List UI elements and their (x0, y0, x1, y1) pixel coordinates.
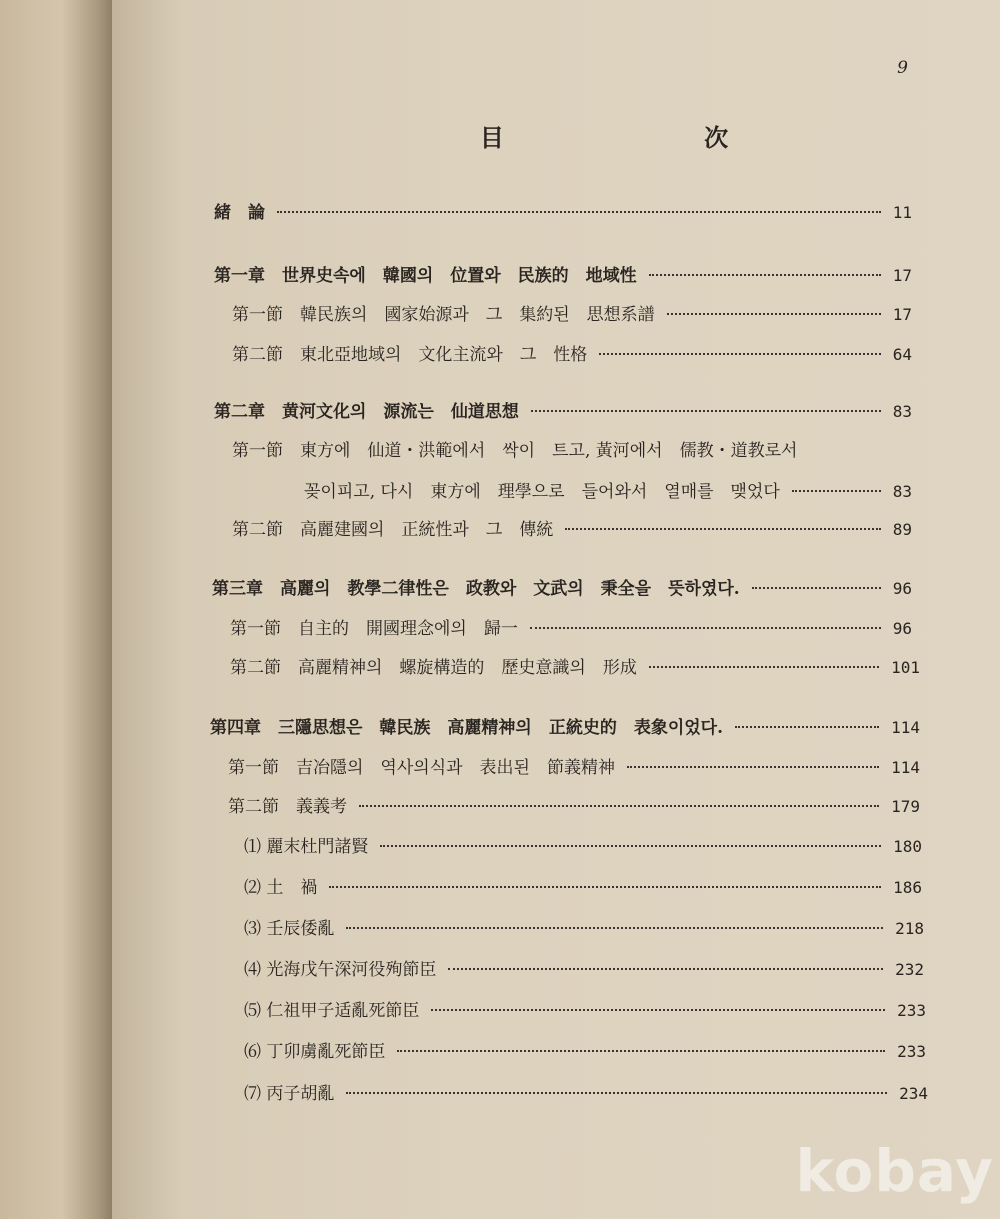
toc-entry: ⑹ 丁卯虜亂死節臣 233 (244, 1042, 926, 1062)
toc-entry: 第一節 東方에 仙道・洪範에서 싹이 트고, 黃河에서 儒教・道教로서 (232, 441, 798, 461)
toc-entry: ⑵ 土 禍 186 (244, 878, 922, 898)
toc-entry: ⑸ 仁祖甲子适亂死節臣 233 (244, 1001, 926, 1021)
toc-entry: 꽂이피고, 다시 東方에 理學으로 들어와서 열매를 맺었다 83 (304, 482, 912, 502)
toc-entry: 第二節 東北亞地域의 文化主流와 그 性格 64 (232, 345, 912, 365)
document-page (112, 0, 1000, 1219)
toc-entry: 第一節 韓民族의 國家始源과 그 集約된 思想系譜 17 (232, 305, 912, 325)
toc-entry: ⑶ 壬辰倭亂 218 (244, 919, 924, 939)
toc-entry: 第二章 黄河文化의 源流는 仙道思想 83 (214, 402, 912, 422)
toc-entry: 第一節 吉冶隱의 역사의식과 表出된 節義精神 114 (228, 758, 920, 778)
watermark-logo: kobay (795, 1137, 994, 1205)
book-gutter (0, 0, 112, 1219)
toc-entry: 第一節 自主的 開國理念에의 歸一 96 (230, 619, 912, 639)
toc-entry: 第二節 義義考 179 (228, 797, 920, 817)
page-number: 9 (897, 58, 908, 78)
toc-entry: 第四章 三隱思想은 韓民族 高麗精神의 正統史的 表象이었다. 114 (210, 718, 920, 738)
toc-entry: 第一章 世界史속에 韓國의 位置와 民族的 地域性 17 (214, 266, 912, 286)
toc-entry: 緒 論 11 (214, 203, 912, 223)
toc-entry: 第二節 高麗建國의 正統性과 그 傳統 89 (232, 520, 912, 540)
toc-entry: ⑷ 光海戊午深河役殉節臣 232 (244, 960, 924, 980)
page-title: 目 次 (479, 123, 825, 152)
toc-entry: ⑴ 麗末杜門諸賢 180 (244, 837, 922, 857)
toc-entry: ⑺ 丙子胡亂 234 (244, 1084, 928, 1104)
toc-entry: 第二節 高麗精神의 螺旋構造的 歷史意識의 形成 101 (230, 658, 920, 678)
toc-entry: 第三章 高麗의 教學二律性은 政教와 文武의 秉全을 뜻하였다. 96 (212, 579, 912, 599)
